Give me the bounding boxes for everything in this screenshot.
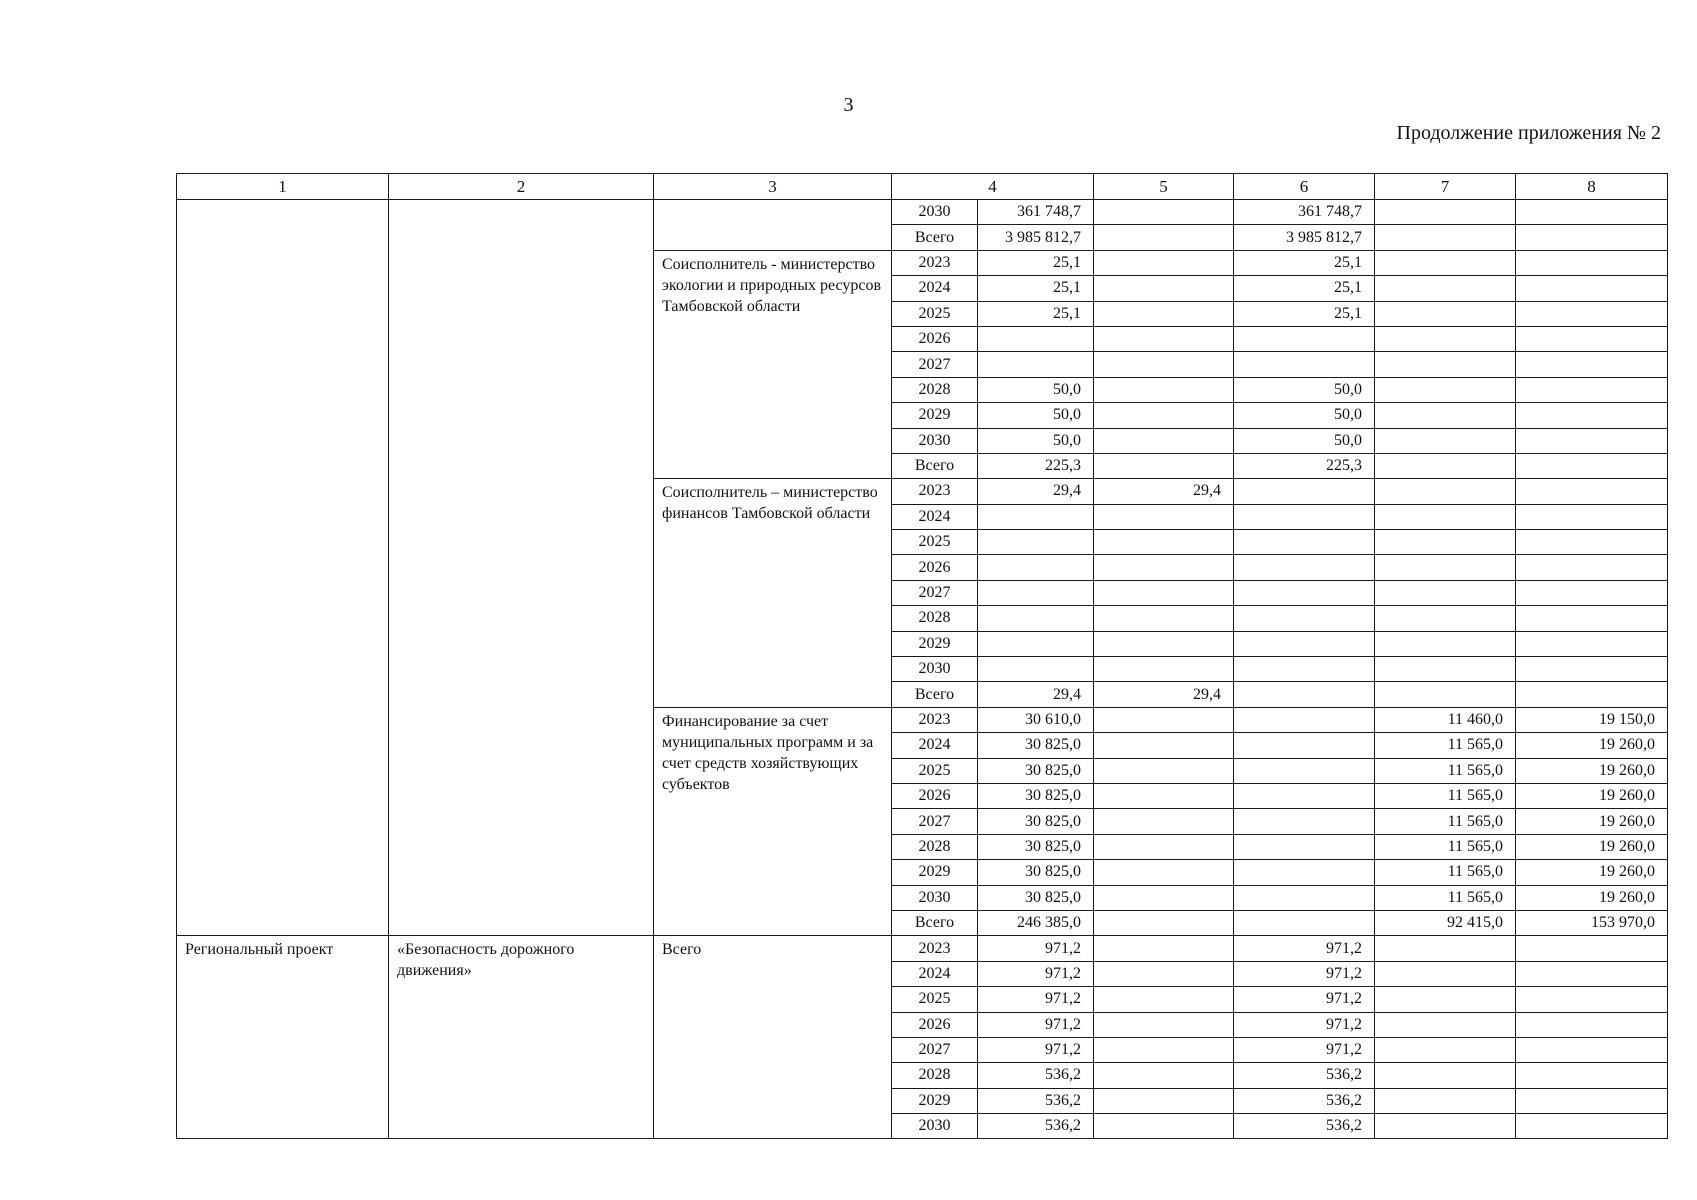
col-6-value (1234, 606, 1375, 631)
col-5-value (1094, 326, 1234, 351)
year-cell: 2023 (892, 936, 978, 961)
col-4-value (978, 352, 1094, 377)
col-7-value: 11 460,0 (1375, 707, 1516, 732)
table-row (177, 200, 1668, 225)
year-cell: 2029 (892, 631, 978, 656)
col-7-value (1375, 555, 1516, 580)
regional-project-label: Региональный проект (177, 936, 389, 1139)
col-6-value (1234, 733, 1375, 758)
col-5-value (1094, 225, 1234, 250)
col-5-value (1094, 707, 1234, 732)
col-7-value (1375, 301, 1516, 326)
col-7-value (1375, 657, 1516, 682)
col-4-value: 29,4 (978, 682, 1094, 707)
col-7-value (1375, 580, 1516, 605)
year-cell: Всего (892, 225, 978, 250)
year-cell: 2026 (892, 1012, 978, 1037)
table-row (177, 936, 1668, 961)
col-7-value (1375, 428, 1516, 453)
col-6-value: 50,0 (1234, 403, 1375, 428)
col-4-value: 30 610,0 (978, 707, 1094, 732)
year-cell: 2024 (892, 961, 978, 986)
col-4-value: 30 825,0 (978, 860, 1094, 885)
year-cell: Всего (892, 453, 978, 478)
road-safety-label: «Безопасность дорожного движения» (389, 936, 654, 1139)
col-4-value (978, 606, 1094, 631)
col-5-value (1094, 1114, 1234, 1139)
year-cell: 2030 (892, 657, 978, 682)
col-8-value (1516, 606, 1668, 631)
col-5-value (1094, 377, 1234, 402)
col-7-value (1375, 682, 1516, 707)
year-cell: 2028 (892, 377, 978, 402)
col-7-value (1375, 631, 1516, 656)
col-8-value (1516, 301, 1668, 326)
col-4-value: 3 985 812,7 (978, 225, 1094, 250)
col-5-value: 29,4 (1094, 479, 1234, 504)
year-cell: 2026 (892, 783, 978, 808)
col-6-value (1234, 783, 1375, 808)
col-4-value: 246 385,0 (978, 910, 1094, 935)
col-5-value (1094, 631, 1234, 656)
page-number: 3 (843, 94, 854, 116)
col-8-value (1516, 936, 1668, 961)
col-8-value (1516, 377, 1668, 402)
col-6-value (1234, 707, 1375, 732)
col-8-value (1516, 200, 1668, 225)
header-col-3: 3 (654, 174, 892, 200)
col-5-value (1094, 809, 1234, 834)
col-4-value: 30 825,0 (978, 809, 1094, 834)
col-8-value (1516, 1037, 1668, 1062)
col-7-value (1375, 504, 1516, 529)
col-6-value: 971,2 (1234, 961, 1375, 986)
col-6-value (1234, 809, 1375, 834)
col-6-value (1234, 504, 1375, 529)
col-4-value (978, 631, 1094, 656)
col-7-value: 11 565,0 (1375, 783, 1516, 808)
col-5-value (1094, 834, 1234, 859)
col-5-value (1094, 961, 1234, 986)
col-4-value (978, 326, 1094, 351)
col-4-value: 536,2 (978, 1114, 1094, 1139)
col-4-value (978, 555, 1094, 580)
year-cell: 2029 (892, 1088, 978, 1113)
col-5-value (1094, 301, 1234, 326)
col-8-value (1516, 504, 1668, 529)
col-5-value (1094, 250, 1234, 275)
col-6-value: 225,3 (1234, 453, 1375, 478)
col-7-value (1375, 225, 1516, 250)
col-8-value: 19 150,0 (1516, 707, 1668, 732)
year-cell: 2023 (892, 479, 978, 504)
col-6-value (1234, 479, 1375, 504)
year-cell: Всего (892, 910, 978, 935)
col-6-value (1234, 758, 1375, 783)
col-6-value: 50,0 (1234, 428, 1375, 453)
col-8-value (1516, 453, 1668, 478)
col-4-value: 971,2 (978, 987, 1094, 1012)
col-5-value (1094, 783, 1234, 808)
year-cell: 2027 (892, 1037, 978, 1062)
col-4-value: 50,0 (978, 428, 1094, 453)
col-8-value (1516, 657, 1668, 682)
col-8-value (1516, 987, 1668, 1012)
year-cell: 2025 (892, 758, 978, 783)
col-5-value (1094, 606, 1234, 631)
year-cell: 2028 (892, 834, 978, 859)
appendix-note: Продолжение приложения № 2 (1396, 122, 1661, 144)
col-6-value (1234, 885, 1375, 910)
col-5-value (1094, 1063, 1234, 1088)
col-7-value (1375, 987, 1516, 1012)
col-7-value (1375, 1114, 1516, 1139)
col-4-value: 50,0 (978, 377, 1094, 402)
col-4-value: 971,2 (978, 1037, 1094, 1062)
col-8-value (1516, 1114, 1668, 1139)
col-5-value (1094, 1012, 1234, 1037)
col-6-value (1234, 555, 1375, 580)
year-cell: 2023 (892, 707, 978, 732)
col-4-value: 30 825,0 (978, 758, 1094, 783)
municipal-funding-label: Финансирование за счет муниципальных программ и за счет средств хозяйствующих субъектов (654, 707, 892, 936)
year-cell: 2026 (892, 555, 978, 580)
year-cell: 2028 (892, 1063, 978, 1088)
col-4-value (978, 580, 1094, 605)
col-8-value (1516, 403, 1668, 428)
col-1-continuation (177, 200, 389, 936)
year-cell: 2030 (892, 200, 978, 225)
year-cell: 2024 (892, 504, 978, 529)
col-7-value: 11 565,0 (1375, 885, 1516, 910)
header-col-7: 7 (1375, 174, 1516, 200)
header-row (177, 174, 1668, 200)
col-6-value: 971,2 (1234, 1012, 1375, 1037)
col-5-value (1094, 860, 1234, 885)
col-8-value (1516, 580, 1668, 605)
col-6-value: 971,2 (1234, 1037, 1375, 1062)
col-8-value (1516, 682, 1668, 707)
col-7-value (1375, 352, 1516, 377)
header-col-6: 6 (1234, 174, 1375, 200)
col-8-value: 19 260,0 (1516, 809, 1668, 834)
col-6-value (1234, 352, 1375, 377)
header-col-5: 5 (1094, 174, 1234, 200)
co-executor-finance-label: Соисполнитель – министерство финансов Тамбовской области (654, 479, 892, 708)
col-7-value (1375, 606, 1516, 631)
col-4-value (978, 657, 1094, 682)
col-4-value: 25,1 (978, 276, 1094, 301)
col-5-value: 29,4 (1094, 682, 1234, 707)
col-4-value: 536,2 (978, 1063, 1094, 1088)
col-7-value: 11 565,0 (1375, 758, 1516, 783)
col-4-value: 30 825,0 (978, 783, 1094, 808)
year-cell: 2028 (892, 606, 978, 631)
col-6-value: 971,2 (1234, 936, 1375, 961)
year-cell: 2027 (892, 580, 978, 605)
col-8-value (1516, 555, 1668, 580)
col-5-value (1094, 200, 1234, 225)
col-8-value (1516, 225, 1668, 250)
year-cell: 2029 (892, 403, 978, 428)
col-7-value (1375, 250, 1516, 275)
col-8-value (1516, 326, 1668, 351)
col-4-value: 225,3 (978, 453, 1094, 478)
col-8-value (1516, 250, 1668, 275)
col-4-value: 50,0 (978, 403, 1094, 428)
header-col-4: 4 (892, 174, 1094, 200)
col-4-value: 25,1 (978, 250, 1094, 275)
col-6-value: 50,0 (1234, 377, 1375, 402)
col-4-value: 30 825,0 (978, 834, 1094, 859)
col-6-value (1234, 910, 1375, 935)
col-4-value: 971,2 (978, 936, 1094, 961)
co-executor-ecology-label: Соисполнитель - министерство экологии и природных ресурсов Тамбовской области (654, 250, 892, 479)
col-5-value (1094, 885, 1234, 910)
col-4-value: 25,1 (978, 301, 1094, 326)
col-6-value (1234, 530, 1375, 555)
col-5-value (1094, 504, 1234, 529)
col-7-value (1375, 961, 1516, 986)
col-8-value: 19 260,0 (1516, 834, 1668, 859)
col-6-value: 25,1 (1234, 276, 1375, 301)
col-6-value (1234, 580, 1375, 605)
col-5-value (1094, 910, 1234, 935)
year-cell: 2030 (892, 1114, 978, 1139)
col-8-value (1516, 1063, 1668, 1088)
col-4-value: 361 748,7 (978, 200, 1094, 225)
col-6-value (1234, 682, 1375, 707)
col-6-value: 971,2 (1234, 987, 1375, 1012)
col-7-value (1375, 1012, 1516, 1037)
year-cell: Всего (892, 682, 978, 707)
col-7-value (1375, 200, 1516, 225)
col-5-value (1094, 428, 1234, 453)
col-6-value: 361 748,7 (1234, 200, 1375, 225)
col-6-value: 25,1 (1234, 301, 1375, 326)
col-7-value (1375, 530, 1516, 555)
col-8-value (1516, 1088, 1668, 1113)
col-8-value (1516, 631, 1668, 656)
col-7-value: 11 565,0 (1375, 834, 1516, 859)
col-6-value (1234, 326, 1375, 351)
col-5-value (1094, 580, 1234, 605)
col-5-value (1094, 453, 1234, 478)
col-5-value (1094, 936, 1234, 961)
col-8-value (1516, 1012, 1668, 1037)
col-4-value (978, 530, 1094, 555)
year-cell: 2024 (892, 733, 978, 758)
col-7-value: 92 415,0 (1375, 910, 1516, 935)
year-cell: 2025 (892, 301, 978, 326)
col-6-value (1234, 657, 1375, 682)
col-8-value: 19 260,0 (1516, 758, 1668, 783)
col-6-value (1234, 860, 1375, 885)
col-6-value: 3 985 812,7 (1234, 225, 1375, 250)
header-col-1: 1 (177, 174, 389, 200)
col-8-value (1516, 276, 1668, 301)
header-col-2: 2 (389, 174, 654, 200)
year-cell: 2024 (892, 276, 978, 301)
col-7-value (1375, 1063, 1516, 1088)
col-5-value (1094, 733, 1234, 758)
col-8-value (1516, 428, 1668, 453)
col-5-value (1094, 758, 1234, 783)
year-cell: 2029 (892, 860, 978, 885)
col-7-value (1375, 453, 1516, 478)
year-cell: 2023 (892, 250, 978, 275)
col-6-value: 536,2 (1234, 1114, 1375, 1139)
col-7-value (1375, 403, 1516, 428)
col-4-value: 971,2 (978, 961, 1094, 986)
col-7-value (1375, 936, 1516, 961)
total-label: Всего (654, 936, 892, 1139)
header-col-8: 8 (1516, 174, 1668, 200)
col-7-value: 11 565,0 (1375, 733, 1516, 758)
col-4-value: 29,4 (978, 479, 1094, 504)
col-6-value: 536,2 (1234, 1063, 1375, 1088)
col-2-continuation (389, 200, 654, 936)
col-8-value (1516, 961, 1668, 986)
year-cell: 2030 (892, 428, 978, 453)
col-3-continuation (654, 200, 892, 251)
col-7-value (1375, 1088, 1516, 1113)
col-6-value: 25,1 (1234, 250, 1375, 275)
col-6-value (1234, 631, 1375, 656)
col-5-value (1094, 657, 1234, 682)
col-5-value (1094, 1037, 1234, 1062)
col-8-value: 19 260,0 (1516, 783, 1668, 808)
col-5-value (1094, 403, 1234, 428)
col-8-value: 153 970,0 (1516, 910, 1668, 935)
col-7-value (1375, 1037, 1516, 1062)
year-cell: 2025 (892, 987, 978, 1012)
col-7-value (1375, 276, 1516, 301)
col-4-value: 30 825,0 (978, 885, 1094, 910)
col-7-value (1375, 377, 1516, 402)
col-7-value: 11 565,0 (1375, 860, 1516, 885)
col-5-value (1094, 987, 1234, 1012)
col-8-value (1516, 479, 1668, 504)
year-cell: 2027 (892, 352, 978, 377)
col-8-value (1516, 530, 1668, 555)
col-8-value: 19 260,0 (1516, 860, 1668, 885)
col-6-value: 536,2 (1234, 1088, 1375, 1113)
col-6-value (1234, 834, 1375, 859)
col-8-value: 19 260,0 (1516, 885, 1668, 910)
year-cell: 2025 (892, 530, 978, 555)
col-4-value: 971,2 (978, 1012, 1094, 1037)
year-cell: 2027 (892, 809, 978, 834)
budget-table (176, 173, 1668, 1139)
col-5-value (1094, 352, 1234, 377)
year-cell: 2026 (892, 326, 978, 351)
col-7-value: 11 565,0 (1375, 809, 1516, 834)
col-4-value: 536,2 (978, 1088, 1094, 1113)
col-4-value (978, 504, 1094, 529)
col-8-value: 19 260,0 (1516, 733, 1668, 758)
col-5-value (1094, 1088, 1234, 1113)
year-cell: 2030 (892, 885, 978, 910)
col-5-value (1094, 276, 1234, 301)
col-4-value: 30 825,0 (978, 733, 1094, 758)
col-7-value (1375, 479, 1516, 504)
col-8-value (1516, 352, 1668, 377)
col-5-value (1094, 555, 1234, 580)
col-7-value (1375, 326, 1516, 351)
col-5-value (1094, 530, 1234, 555)
